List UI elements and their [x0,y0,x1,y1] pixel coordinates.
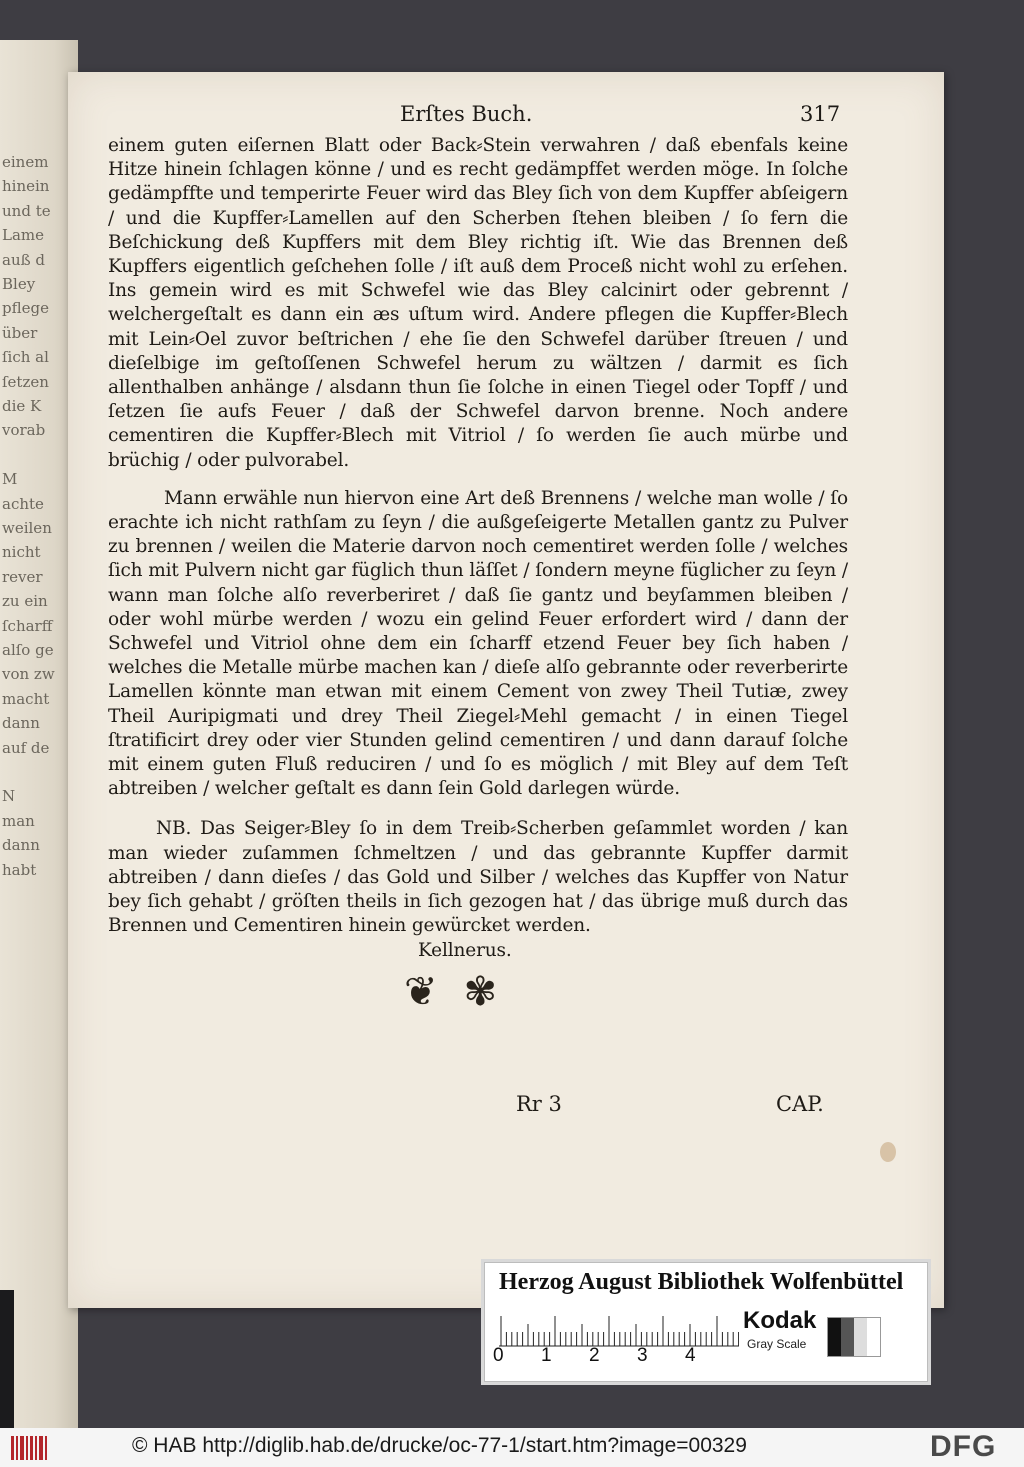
previous-page-fragment: alſo ge [2,641,54,659]
institution-label: Herzog August Bibliothek Wolfenbüttel [499,1269,904,1295]
paper-stain [880,1142,896,1162]
author-attribution: Kellnerus. [418,939,512,961]
running-head-title: Erſtes Buch. [400,102,533,126]
ornament-right-icon: ✾ [463,969,498,1015]
previous-page-fragment: N [2,787,16,806]
ruler-scale-icon [499,1313,739,1347]
previous-page-fragment: weilen [2,519,52,537]
previous-page-fragment: hinein [2,177,50,196]
paragraph-2: Mann erwähle nun hiervon eine Art deß Brennens / welche man wolle / ſo erachte ich nicht rathſam zu ſeyn / die außgeſeigerte Metallen gantz zu Pulver zu brennen / weilen die Materie darvon noch cementiret werden ſolle / welches ſich mit Pulvern nicht gar füglich thun läſſet / ſondern meyne füglicher zu ſeyn / wann man ſolche alſo reverberiret / daß ſie gantz und beyſammen bleiben / oder wohl mürbe werden / wozu ein gelind Feuer erfordert wird / dann der Schwefel und Vitriol ohne dem ein ſcharff etzend Feuer bey ſich haben / welches die Metalle mürbe machen kan / dieſe alſo gebrannte oder reverberirte Lamellen könnte man etwan mit einem Cement von zwey Theil Tutiæ, zwey Theil Auripigmati und drey Theil Ziegel⸗Mehl gemacht / in einen Tiegel ſtratificirt drey oder vier Stunden gelind cementiren / und dann darauf ſolche mit einem guten Fluß reduciren / und ſo es möglich / mit Bley auf dem Teſt abtreiben / welcher geſtalt es dann ſein Gold darlegen würde. [108,487,848,800]
previous-page-fragment: dann [2,836,40,855]
previous-page-fragment: zu ein [2,592,48,611]
color-reference-card [484,1262,928,1382]
previous-page-fragment: Lame [2,226,45,245]
previous-page-fragment: man [2,811,35,830]
barcode-icon [10,1434,50,1462]
signature-mark: Rr 3 [516,1092,562,1116]
printers-ornament [404,966,544,1018]
previous-page-fragment: vorab [2,421,46,440]
ruler-number: 2 [589,1345,600,1366]
previous-page-fragment: auf de [2,738,50,757]
previous-page-fragment: nicht [2,543,41,562]
dfg-logo: DFG [930,1430,997,1463]
previous-page-fragment: und te [2,201,51,220]
catchword: CAP. [776,1092,824,1116]
previous-page-edge [0,40,78,1440]
ornament-left-icon: ❦ [404,969,438,1015]
page-number: 317 [800,102,841,126]
previous-page-fragment: macht [2,689,50,708]
ruler-number: 3 [637,1345,648,1366]
previous-page-fragment: dann [2,714,40,733]
previous-page-fragment: ſetzen [2,372,49,391]
ruler-numbers [493,1345,733,1367]
previous-page-fragment: einem [2,153,49,171]
copyright-link[interactable]: © HAB http://diglib.hab.de/drucke/oc-77-1/start.htm?image=00329 [132,1434,747,1457]
paragraph-3: NB. Das Seiger⸗Bley ſo in dem Treib⸗Scherben geſammlet worden / kan man wieder zuſammen ſchmeltzen / und das gebrannte Kupffer darmit abtreiben / dann dieſes / das Gold und Silber / welches das Kupffer von Natur bey ſich gehabt / gröſten theils in ſich gezogen hat / das übrige muß durch das Brennen und Cementiren hinein gewürcket werden. [108,818,848,937]
previous-page-fragment: die K [2,397,42,415]
previous-page-fragment: über [2,323,38,342]
previous-page-fragment: von zw [2,665,55,684]
scan-border-strip [0,1290,14,1430]
previous-page-fragment: Bley [2,275,36,293]
paragraph-1: einem guten eiſernen Blatt oder Back⸗Stein verwahren / daß ebenfals keine Hitze hinein ſchlagen könne / und es recht gedämpffet werden möge. In ſolche gedämpffte und temperirte Feuer wird das Bley ſich von dem Kupffer abſeigern / und die Kupffer⸗Lamellen auf den Scherben ſtehen bleiben / ſo fern die Beſchickung deß Kupffers mit dem Bley richtig iſt. Wie das Brennen deß Kupffers eigentlich geſchehen ſolle / iſt auß dem Proceß nicht wohl zu erſehen. Ins gemein wird es mit Schwefel wie das Bley calcinirt oder gebrennt / welchergeſtalt es dann ein æs uſtum wird. Andere pflegen die Kupffer⸗Blech mit Lein⸗Oel zuvor beſtrichen / ehe ſie den Schwefel darüber ſtreuen / und dieſelbige im geſtoſſenen Schwefel herum zu wältzen / darmit es ſich allenthalben anhänge / alsdann thun ſie ſolche in einen Tiegel oder Topff / und ſetzen ſie aufs Feuer / daß der Schwefel darvon brenne. Noch andere cementiren die Kupffer⸗Blech mit Vitriol / ſo werden ſie auch mürbe und brüchig / oder pulvorabel. [108,135,848,471]
previous-page-fragment: achte [2,494,44,513]
previous-page-fragment: pflege [2,299,49,318]
ruler-number: 0 [493,1345,504,1366]
previous-page-fragment: ſcharff [2,616,53,635]
viewer-footer [0,1428,1024,1467]
gray-scale-patch-icon [827,1317,881,1357]
ruler-number: 4 [685,1345,696,1366]
previous-page-fragment: M [2,470,18,489]
kodak-logo: Kodak [743,1307,817,1334]
previous-page-fragment: auß d [2,250,45,269]
previous-page-fragment: habt [2,860,37,879]
previous-page-fragment: rever [2,567,43,586]
previous-page-fragment: ſich al [2,348,49,367]
gray-scale-label: Gray Scale [747,1337,807,1351]
main-text-block [108,134,848,963]
ruler-number: 1 [541,1345,552,1366]
